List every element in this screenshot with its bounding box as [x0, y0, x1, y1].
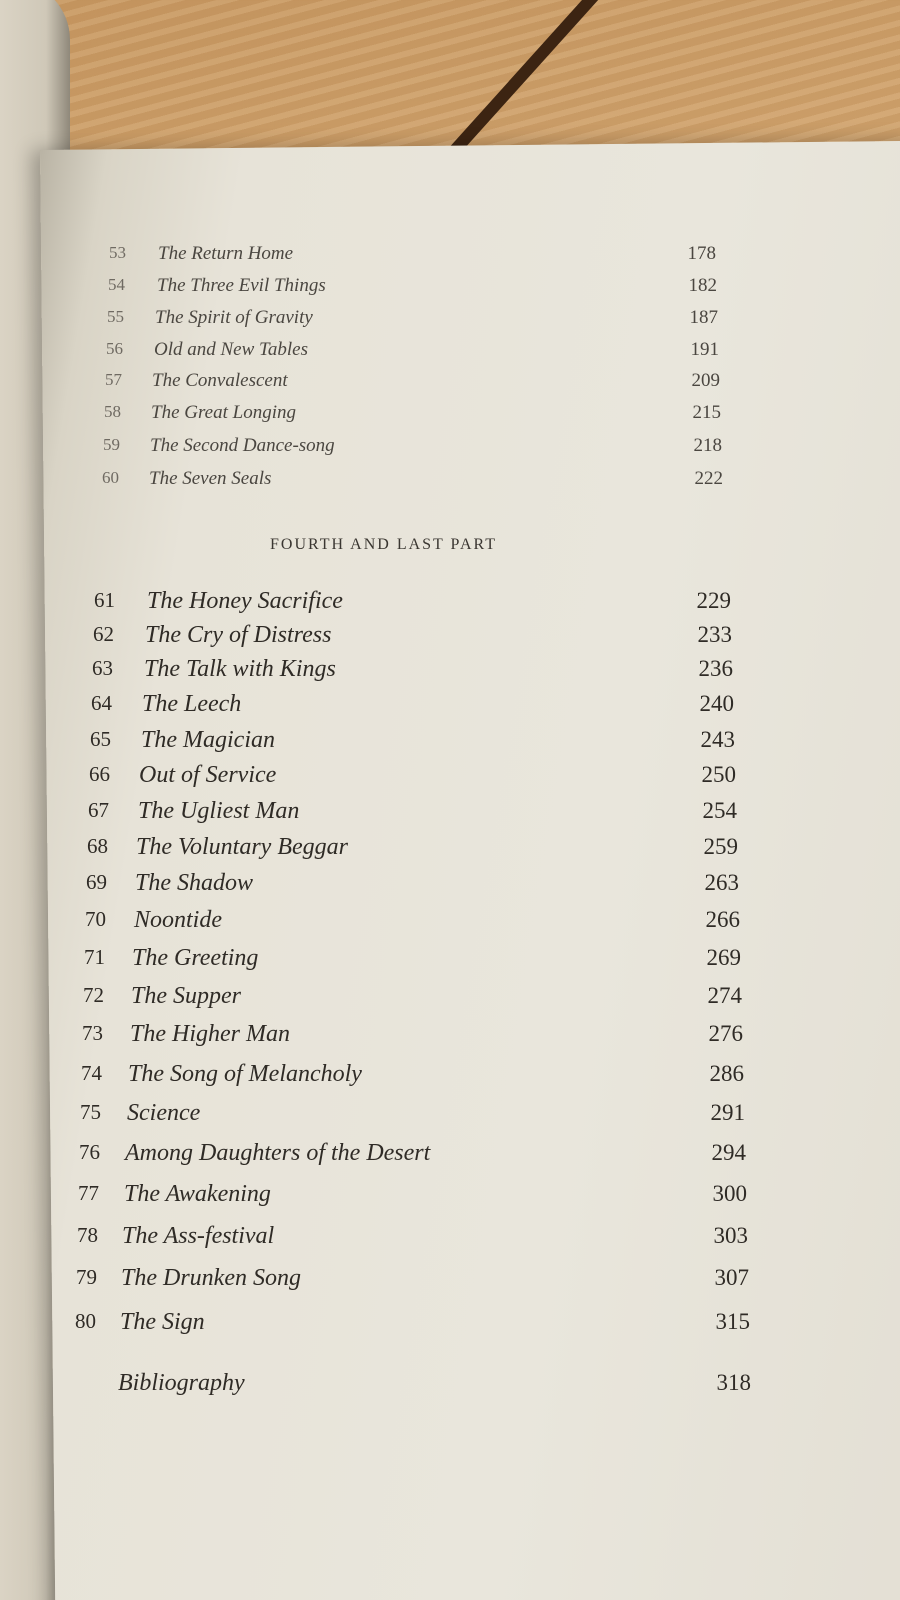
chapter-number: 62: [93, 622, 114, 646]
chapter-number: 61: [94, 588, 115, 612]
bibliography-page-number: 318: [716, 1370, 751, 1395]
page-number: 307: [714, 1265, 749, 1290]
chapter-title: The Great Longing: [151, 402, 296, 423]
page-number: 222: [694, 468, 723, 489]
chapter-number: 65: [90, 727, 111, 751]
chapter-number: 70: [85, 907, 106, 931]
chapter-number: 67: [88, 798, 109, 822]
page-number: 291: [710, 1100, 745, 1125]
chapter-title: The Awakening: [124, 1181, 271, 1207]
chapter-title: The Drunken Song: [121, 1265, 301, 1291]
chapter-number: 57: [105, 370, 122, 389]
page-number: 236: [698, 656, 733, 681]
chapter-number: 79: [76, 1265, 97, 1289]
chapter-number: 69: [86, 870, 107, 894]
chapter-title: The Leech: [142, 691, 242, 717]
chapter-title: The Magician: [141, 727, 275, 753]
chapter-title: The Seven Seals: [149, 468, 272, 489]
chapter-number: 63: [92, 656, 113, 680]
chapter-title: The Voluntary Beggar: [136, 834, 348, 860]
chapter-number: 80: [75, 1309, 96, 1333]
chapter-title: The Ugliest Man: [138, 798, 300, 824]
chapter-title: Among Daughters of the Desert: [125, 1140, 431, 1166]
chapter-number: 75: [80, 1100, 101, 1124]
page-number: 254: [702, 798, 737, 823]
chapter-title: The Ass-festival: [122, 1223, 275, 1249]
chapter-number: 55: [107, 307, 124, 326]
chapter-title: Out of Service: [139, 762, 277, 788]
page-number: 263: [704, 870, 739, 895]
chapter-number: 77: [78, 1181, 99, 1205]
page-number: 286: [709, 1061, 744, 1086]
page-number: 187: [689, 307, 718, 328]
chapter-title: The Supper: [131, 983, 241, 1009]
chapter-title: Noontide: [134, 907, 222, 933]
chapter-number: 64: [91, 691, 112, 715]
chapter-number: 56: [106, 339, 123, 358]
chapter-number: 73: [82, 1021, 103, 1045]
chapter-title: The Spirit of Gravity: [155, 307, 313, 328]
chapter-number: 59: [103, 435, 120, 454]
chapter-title: The Cry of Distress: [145, 622, 332, 648]
chapter-title: The Greeting: [132, 945, 259, 971]
page-number: 243: [700, 727, 735, 752]
chapter-number: 72: [83, 983, 104, 1007]
chapter-title: The Return Home: [158, 243, 294, 264]
page-number: 215: [692, 402, 721, 423]
chapter-number: 71: [84, 945, 105, 969]
page-number: 209: [691, 370, 720, 391]
page-number: 315: [715, 1309, 750, 1334]
page-number: 294: [711, 1140, 746, 1165]
chapter-title: The Shadow: [135, 870, 254, 896]
chapter-title: Science: [127, 1100, 201, 1126]
chapter-title: The Sign: [120, 1309, 205, 1335]
page-number: 182: [688, 275, 717, 296]
page-number: 303: [713, 1223, 748, 1248]
chapter-title: The Honey Sacrifice: [147, 588, 343, 614]
chapter-number: 66: [89, 762, 110, 786]
chapter-title: The Three Evil Things: [157, 275, 326, 296]
chapter-title: Old and New Tables: [154, 339, 308, 360]
page-number: 240: [699, 691, 734, 716]
chapter-number: 68: [87, 834, 108, 858]
page-number: 259: [703, 834, 738, 859]
page-number: 218: [693, 435, 722, 456]
bibliography-title: Bibliography: [118, 1370, 245, 1396]
chapter-title: The Higher Man: [130, 1021, 290, 1047]
chapter-title: The Second Dance-song: [150, 435, 335, 456]
chapter-number: 74: [81, 1061, 102, 1085]
page-number: 233: [697, 622, 732, 647]
page-number: 274: [707, 983, 742, 1008]
page-number: 276: [708, 1021, 743, 1046]
chapter-number: 60: [102, 468, 119, 487]
section-heading: FOURTH AND LAST PART: [270, 536, 498, 553]
page-number: 250: [701, 762, 736, 787]
chapter-number: 58: [104, 402, 121, 421]
chapter-title: The Convalescent: [152, 370, 288, 391]
page-number: 229: [696, 588, 731, 613]
page-number: 191: [690, 339, 719, 360]
chapter-title: The Talk with Kings: [144, 656, 336, 682]
chapter-title: The Song of Melancholy: [128, 1061, 362, 1087]
page-number: 178: [687, 243, 716, 264]
chapter-number: 78: [77, 1223, 98, 1247]
chapter-number: 54: [108, 275, 125, 294]
chapter-number: 53: [109, 243, 126, 262]
chapter-number: 76: [79, 1140, 100, 1164]
page-number: 300: [712, 1181, 747, 1206]
page-number: 266: [705, 907, 740, 932]
page-number: 269: [706, 945, 741, 970]
